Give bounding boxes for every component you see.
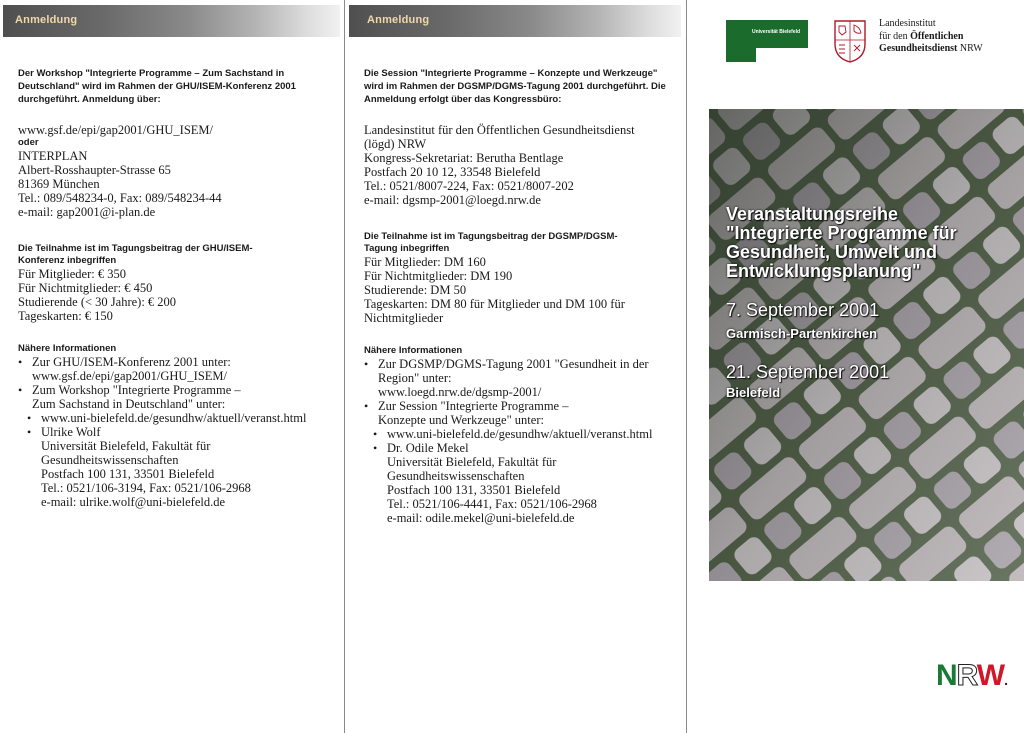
title-line: Entwicklungsplanung": [726, 261, 921, 281]
address-line: Kongress-Sekretariat: Berutha Bentlage: [364, 151, 564, 165]
bullet-text: Region" unter:: [378, 371, 452, 385]
fee-line: Nichtmitglieder: [364, 311, 444, 325]
nrw-letter: N: [936, 659, 957, 692]
fees-heading-cont: Konferenz inbegriffen: [18, 255, 117, 266]
contact-line: Postfach 100 131, 33501 Bielefeld: [41, 467, 215, 481]
info-sublist: [364, 427, 672, 455]
address-line: Postfach 20 10 12, 33548 Bielefeld: [364, 165, 541, 179]
address-line: Landesinstitut für den Öffentlichen Gesundheitsdienst: [364, 123, 635, 137]
email-link[interactable]: e-mail: dgsmp-2001@loegd.nrw.de: [364, 193, 541, 207]
panel-content: [18, 67, 333, 509]
conference-url[interactable]: www.gsf.de/epi/gap2001/GHU_ISEM/: [32, 369, 228, 383]
fee-line: Studierende: DM 50: [364, 283, 467, 297]
fold-line: [344, 0, 345, 733]
bullet-text: Zum Sachstand in Deutschland" unter:: [32, 397, 226, 411]
title-line: Veranstaltungsreihe: [726, 204, 899, 224]
fees-heading: Die Teilnahme ist im Tagungsbeitrag der DGSMP/DGSM-: [364, 231, 618, 242]
intro-text: Die Session "Integrierte Programme – Konzepte und Werkzeuge" wird im Rahmen der DGSMP/DGMS-Tagung 2001 durchgeführt. Die Anmeldung erfolgt über das Kongressbüro:: [364, 68, 666, 105]
title-line: "Integrierte Programme für: [726, 223, 957, 243]
nrw-letter: W: [976, 659, 1005, 692]
info-heading: Nähere Informationen: [364, 345, 463, 356]
cover-photo: [709, 109, 1024, 581]
nrw-letter: R: [956, 659, 977, 692]
info-section: [364, 345, 672, 525]
university-logo: [726, 20, 808, 64]
header-bar: [3, 5, 340, 37]
contact-line: Gesundheitswissenschaften: [387, 469, 525, 483]
institute-text-bold: Gesundheitsdienst: [879, 43, 958, 54]
email-link[interactable]: e-mail: gap2001@i-plan.de: [18, 205, 156, 219]
info-section: [18, 343, 333, 509]
institute-line: [879, 43, 983, 56]
oder-label: oder: [18, 137, 39, 148]
institute-text: NRW: [957, 43, 983, 54]
bullet-text: • Zur Session "Integrierte Programme –: [378, 399, 569, 413]
address-line: INTERPLAN: [18, 149, 88, 163]
institute-line: Landesinstitut: [879, 18, 936, 29]
fold-line: [686, 0, 687, 733]
fee-line: Für Mitglieder: DM 160: [364, 255, 486, 269]
info-sublist: [18, 411, 333, 439]
bullet-text: • Zum Workshop "Integrierte Programme –: [32, 383, 241, 397]
university-logo-text: Universität Bielefeld: [752, 29, 801, 35]
fee-line: Für Mitglieder: € 350: [18, 267, 126, 281]
session-url[interactable]: • www.uni-bielefeld.de/gesundhw/aktuell/veranst.html: [387, 427, 653, 441]
title-line: Gesundheit, Umwelt und: [726, 242, 938, 262]
contact-email[interactable]: e-mail: odile.mekel@uni-bielefeld.de: [387, 511, 575, 525]
contact-name: • Dr. Odile Mekel: [387, 441, 469, 455]
address-line: (lögd) NRW: [364, 137, 427, 151]
intro-text: Der Workshop "Integrierte Programme – Zum Sachstand in Deutschland" wird im Rahmen der GHU/ISEM-Konferenz 2001 durchgeführt. Anmeldung über:: [18, 68, 296, 105]
info-heading: Nähere Informationen: [18, 343, 117, 354]
bullet-text: • Zur GHU/ISEM-Konferenz 2001 unter:: [32, 355, 231, 369]
contact-line: Postfach 100 131, 33501 Bielefeld: [387, 483, 561, 497]
nrw-logo: [936, 660, 1007, 696]
list-item: [18, 355, 333, 383]
fees-section: [364, 231, 672, 325]
contact-name: • Ulrike Wolf: [41, 425, 101, 439]
contact-line: Universität Bielefeld, Fakultät für: [41, 439, 211, 453]
panel-workshop-registration: [0, 0, 343, 733]
fee-line: Tageskarten: DM 80 für Mitglieder und DM 100 für: [364, 297, 625, 311]
institute-line: [879, 31, 983, 44]
panel-session-registration: [346, 0, 684, 733]
fees-heading: Die Teilnahme ist im Tagungsbeitrag der GHU/ISEM-: [18, 243, 253, 254]
event-date-2: 21. September 2001: [726, 362, 890, 382]
panel-cover: [688, 0, 1024, 733]
fees-heading-cont: Tagung inbegriffen: [364, 243, 450, 254]
contact-line: Tel.: 0521/106-3194, Fax: 0521/106-2968: [41, 481, 251, 495]
institute-text-bold: Öffentlichen: [910, 30, 964, 42]
list-item: [364, 427, 672, 441]
registration-url[interactable]: www.gsf.de/epi/gap2001/GHU_ISEM/: [18, 123, 214, 137]
fee-line: Für Nichtmitglieder: DM 190: [364, 269, 513, 283]
list-item: [18, 383, 333, 411]
contact-line: Universität Bielefeld, Fakultät für: [387, 455, 557, 469]
fees-section: [18, 243, 333, 323]
header-title: Anmeldung: [15, 14, 78, 26]
address-line: Tel.: 089/548234-0, Fax: 089/548234-44: [18, 191, 222, 205]
paving-stones-image: [709, 109, 1024, 581]
fee-line: Studierende (< 30 Jahre): € 200: [18, 295, 177, 309]
logo-row: [688, 18, 1024, 78]
conference-url[interactable]: www.loegd.nrw.de/dgsmp-2001/: [378, 385, 542, 399]
info-list: [364, 357, 672, 427]
cover-title: [726, 205, 957, 281]
address-line: Tel.: 0521/8007-224, Fax: 0521/8007-202: [364, 179, 574, 193]
info-list: [18, 355, 333, 411]
list-item: [18, 425, 333, 439]
event-place-2: Bielefeld: [726, 385, 781, 400]
nrw-crest-icon: [833, 18, 867, 64]
header-title: Anmeldung: [367, 14, 430, 26]
list-item: [364, 399, 672, 427]
address-line: Albert-Rosshaupter-Strasse 65: [18, 163, 171, 177]
workshop-url[interactable]: • www.uni-bielefeld.de/gesundhw/aktuell/veranst.html: [41, 411, 307, 425]
institute-name: [879, 18, 983, 56]
contact-line: Gesundheitswissenschaften: [41, 453, 179, 467]
contact-line: Tel.: 0521/106-4441, Fax: 0521/106-2968: [387, 497, 597, 511]
bullet-text: Konzepte und Werkzeuge" unter:: [378, 413, 544, 427]
list-item: [364, 441, 672, 455]
institute-text: für den: [879, 30, 911, 42]
event-date-1: 7. September 2001: [726, 300, 880, 320]
list-item: [18, 411, 333, 425]
event-place-1: Garmisch-Partenkirchen: [726, 326, 878, 341]
panel-content: [364, 67, 672, 525]
bullet-text: • Zur DGSMP/DGMS-Tagung 2001 "Gesundheit in der: [378, 357, 649, 371]
fee-line: Tageskarten: € 150: [18, 309, 113, 323]
address-line: 81369 München: [18, 177, 100, 191]
contact-email[interactable]: e-mail: ulrike.wolf@uni-bielefeld.de: [41, 495, 226, 509]
fee-line: Für Nichtmitglieder: € 450: [18, 281, 153, 295]
list-item: [364, 357, 672, 399]
header-bar: [349, 5, 681, 37]
nrw-dot: .: [1004, 672, 1008, 688]
